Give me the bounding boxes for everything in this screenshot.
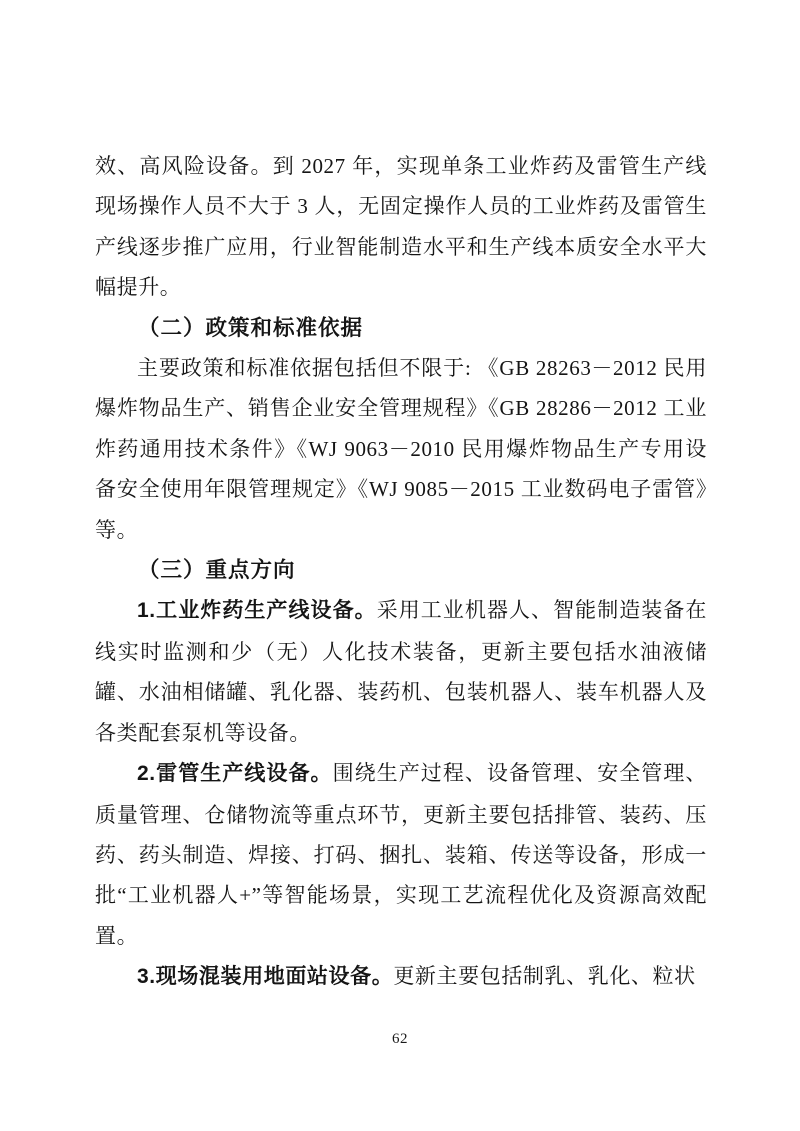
item-3-body: 更新主要包括制乳、乳化、粒状 [393, 964, 696, 989]
page-number: 62 [392, 1031, 408, 1047]
heading-section-policy-basis: （二）政策和标准依据 [138, 315, 364, 340]
item-2-lead: 2.雷管生产线设备。 [137, 762, 333, 786]
item-paragraph-ground-station [95, 956, 707, 997]
paragraph-continuation: 效、高风险设备。到 2027 年，实现单条工业炸药及雷管生产线现场操作人员不大于 3 人，无固定操作人员的工业炸药及雷管生产线逐步推广应用，行业智能制造水平和生产线本质安全水平大幅提升。 [95, 154, 707, 300]
item-paragraph-detonator-line [95, 753, 707, 956]
heading-section-key-directions: （三）重点方向 [138, 558, 296, 583]
document-content [95, 146, 707, 998]
item-1-body: 采用工业机器人、智能制造装备在线实时监测和少（无）人化技术装备，更新主要包括水油液储罐、水油相储罐、乳化器、装药机、包装机器人、装车机器人及各类配套泵机等设备。 [95, 598, 708, 745]
paragraph-policy-basis: 主要政策和标准依据包括但不限于: 《GB 28263－2012 民用爆炸物品生产、销售企业安全管理规程》《GB 28286－2012 工业炸药通用技术条件》《WJ 9063－2010 民用爆炸物品生产专用设备安全使用年限管理规定》《WJ 9085－2015 工业数码电子雷管》等。 [95, 356, 707, 542]
item-3-lead: 3.现场混装用地面站设备。 [137, 965, 394, 989]
item-1-lead: 1.工业炸药生产线设备。 [137, 599, 377, 623]
item-2-body: 围绕生产过程、设备管理、安全管理、质量管理、仓储物流等重点环节，更新主要包括排管、装药、压药、药头制造、焊接、打码、捆扎、装箱、传送等设备，形成一批“工业机器人+”等智能场景，实现工艺流程优化及资源高效配置。 [95, 761, 707, 948]
item-paragraph-explosive-line [95, 590, 707, 753]
